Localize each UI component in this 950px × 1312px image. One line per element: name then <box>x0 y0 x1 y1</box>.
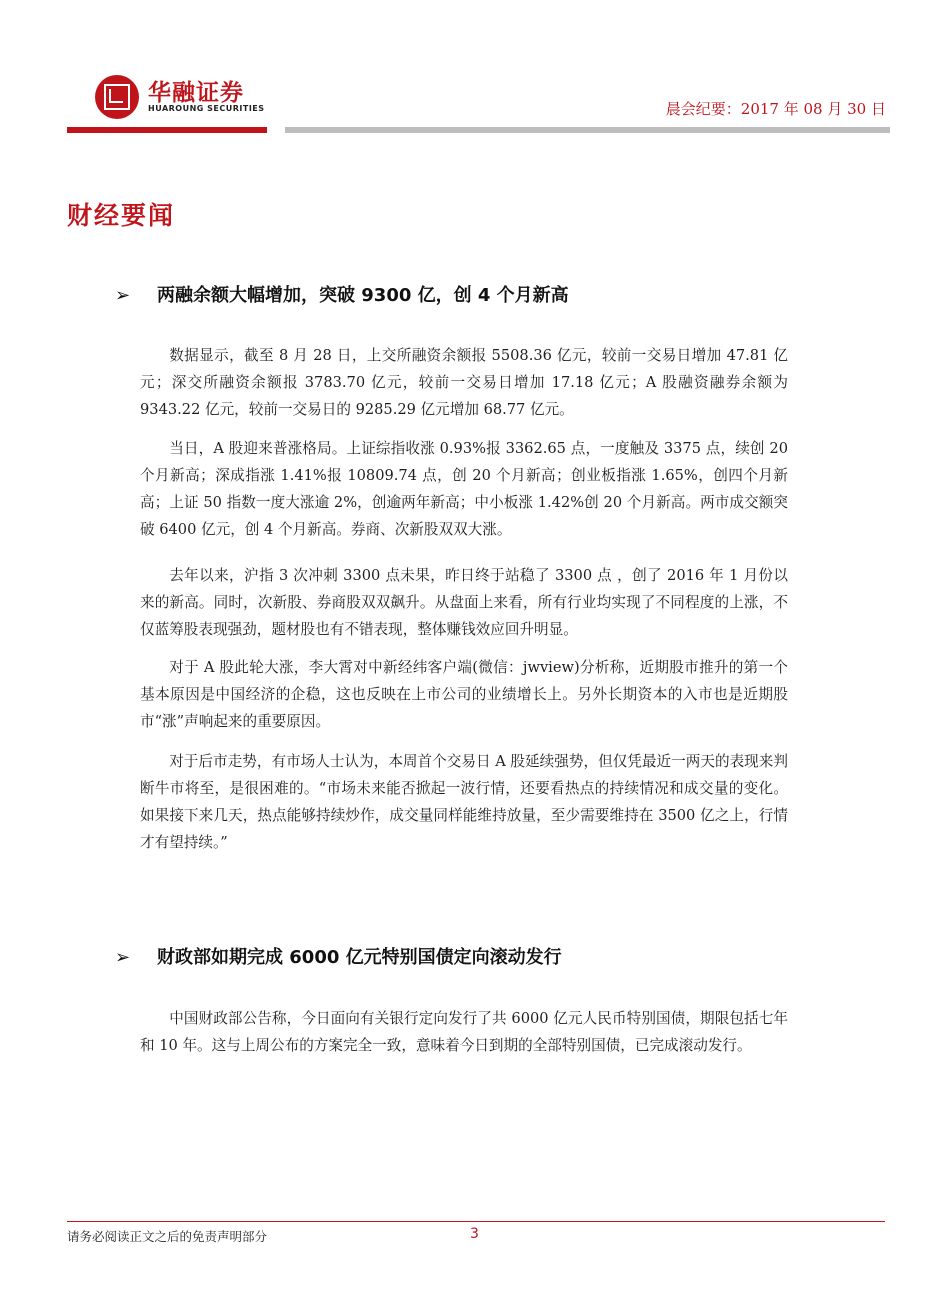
article-1-paragraph: 对于 A 股此轮大涨，李大霄对中新经纬客户端(微信：jwview)分析称，近期股市推升的第一个基本原因是中国经济的企稳，这也反映在上市公司的业绩增长上。另外长期资本的入市也是近期股市“涨”声响起来的重要原因。 <box>140 659 788 730</box>
article-1-headline <box>115 281 569 307</box>
article-2-paragraph: 中国财政部公告称，今日面向有关银行定向发行了共 6000 亿元人民币特别国债，期限包括七年和 10 年。这与上周公布的方案完全一致，意味着今日到期的全部特别国债，已完成滚动发行。 <box>140 1010 788 1054</box>
footer-divider <box>67 1221 885 1222</box>
page-header <box>0 0 950 135</box>
huarong-logo-icon <box>95 75 139 119</box>
article-2-title: 财政部如期完成 6000 亿元特别国债定向滚动发行 <box>157 947 562 968</box>
article-1-paragraph: 去年以来，沪指 3 次冲刺 3300 点未果，昨日终于站稳了 3300 点 ，创了 2016 年 1 月份以来的新高。同时，次新股、券商股双双飙升。从盘面上来看，所有行业均实现了不同程度的上涨，不仅蓝筹股表现强劲，题材股也有不错表现，整体赚钱效应回升明显。 <box>140 567 788 638</box>
header-bar-red <box>67 127 267 133</box>
section-title: 财经要闻 <box>67 201 176 230</box>
footer-disclaimer: 请务必阅读正文之后的免责声明部分 <box>67 1229 268 1244</box>
report-date: 晨会纪要：2017 年 08 月 30 日 <box>665 100 886 118</box>
logo-english-name: HUAROUNG SECURITIES <box>148 104 265 113</box>
article-1-paragraph: 当日，A 股迎来普涨格局。上证综指收涨 0.93%报 3362.65 点，一度触及 3375 点，续创 20 个月新高；深成指涨 1.41%报 10809.74 点，创 20 个月新高；创业板指涨 1.65%，创四个月新高；上证 50 指数一度大涨逾 2%，创逾两年新高；中小板涨 1.42%创 20 个月新高。两市成交额突破 6400 亿元，创 4 个月新高。券商、次新股双双大涨。 <box>140 440 788 538</box>
article-1-paragraph: 数据显示，截至 8 月 28 日，上交所融资余额报 5508.36 亿元，较前一交易日增加 47.81 亿元；深交所融资余额报 3783.70 亿元，较前一交易日增加 17.18 亿元；A 股融资融券余额为 9343.22 亿元，较前一交易日的 9285.29 亿元增加 68.77 亿元。 <box>140 347 788 418</box>
article-1-paragraph: 对于后市走势，有市场人士认为，本周首个交易日 A 股延续强势，但仅凭最近一两天的表现来判断牛市将至，是很困难的。“市场未来能否掀起一波行情，还要看热点的持续情况和成交量的变化。如果接下来几天，热点能够持续炒作，成交量同样能维持放量，至少需要维持在 3500 亿之上，行情才有望持续。” <box>140 753 788 851</box>
arrow-bullet-icon: ➢ <box>115 285 131 306</box>
article-1-title: 两融余额大幅增加，突破 9300 亿，创 4 个月新高 <box>157 285 569 306</box>
article-2-headline <box>115 943 562 969</box>
logo-name: 华融证券 <box>148 79 244 106</box>
header-bar-gray <box>285 127 890 133</box>
arrow-bullet-icon: ➢ <box>115 947 131 968</box>
page-number: 3 <box>470 1226 479 1242</box>
